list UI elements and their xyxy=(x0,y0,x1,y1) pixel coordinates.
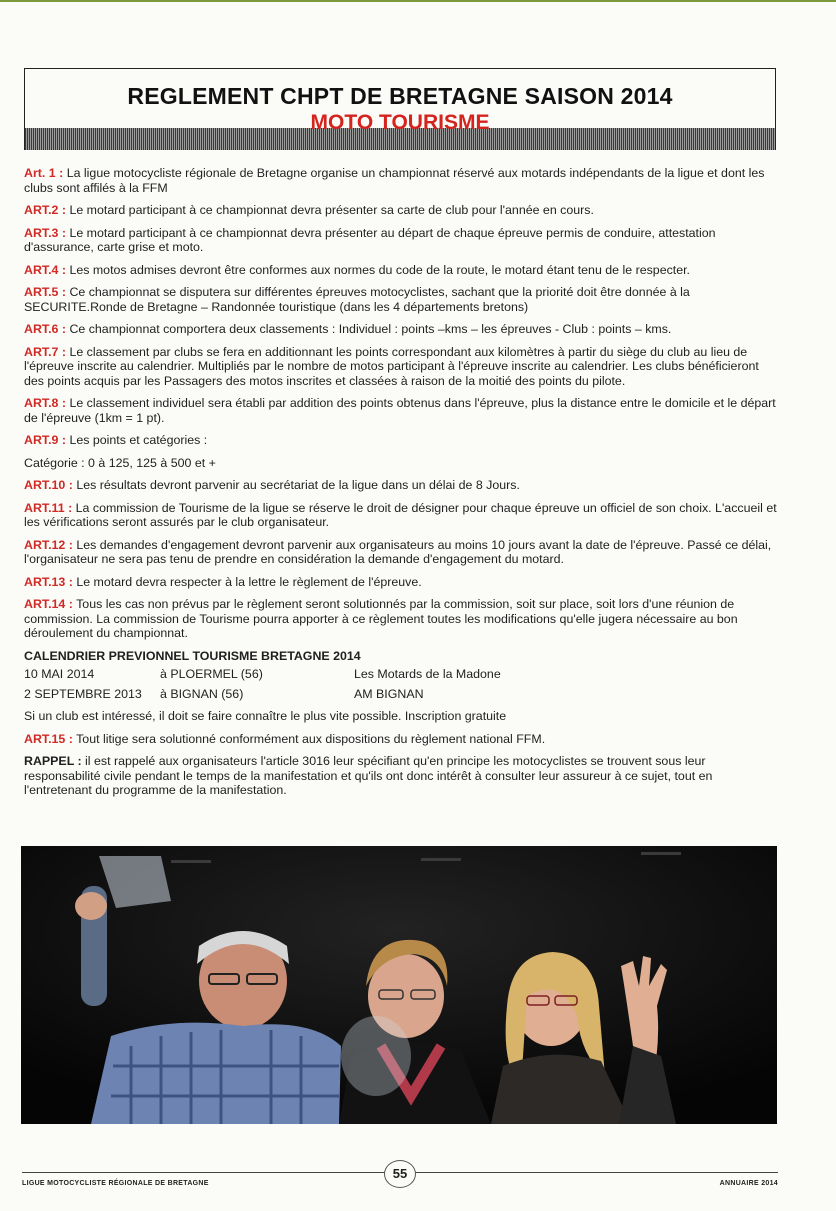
article-text: La commission de Tourisme de la ligue se réserve le droit de désigner pour chaque épreuve un officiel de son choix. L'accueil et les vérifications seront assurés par le club organisateur. xyxy=(24,500,777,529)
article-label: ART.3 : xyxy=(24,225,66,240)
article-5 xyxy=(24,285,778,314)
calendar-place: à PLOERMEL (56) xyxy=(160,667,263,681)
page-title: REGLEMENT CHPT DE BRETAGNE SAISON 2014 xyxy=(127,83,673,109)
article-label: Art. 1 : xyxy=(24,166,64,180)
article-label: ART.10 : xyxy=(24,478,73,492)
award-photo xyxy=(21,846,777,1124)
article-label: ART.8 : xyxy=(24,396,66,410)
article-7 xyxy=(24,345,778,389)
article-2 xyxy=(24,203,778,218)
article-15 xyxy=(24,732,778,747)
article-4 xyxy=(24,263,778,278)
page-number: 55 xyxy=(384,1160,416,1188)
article-text: Le classement individuel sera établi par addition des points obtenus dans l'épreuve, plus la distance entre le domicile et le départ de l'épreuve (1km = 1 pt). xyxy=(24,396,776,425)
award-photo-illustration xyxy=(21,846,777,1124)
article-9 xyxy=(24,433,778,448)
article-3 xyxy=(24,226,778,255)
article-label: ART.7 : xyxy=(24,344,66,359)
article-label: ART.9 : xyxy=(24,433,66,447)
article-13 xyxy=(24,575,778,590)
article-label: ART.2 : xyxy=(24,203,66,217)
calendar-date: 10 MAI 2014 xyxy=(24,667,95,681)
article-text: Tous les cas non prévus par le règlement seront solutionnés par la commission, soit sur place, soit lors d'une réunion de commission. La commission de Tourisme pourra apporter à ce règlement toutes les modifications qu'elle jugera nécessaire au bon déroulement du championnat. xyxy=(24,597,738,640)
article-text: Le motard participant à ce championnat devra présenter sa carte de club pour l'année en cours. xyxy=(66,203,594,217)
article-label: ART.5 : xyxy=(24,285,66,299)
article-label: ART.14 : xyxy=(24,597,73,611)
article-text: Le motard devra respecter à la lettre le règlement de l'épreuve. xyxy=(72,574,422,589)
rules-content xyxy=(24,166,778,806)
article-text: Tout litige sera solutionné conformément aux dispositions du règlement national FFM. xyxy=(72,731,546,746)
article-label: ART.4 : xyxy=(24,262,66,277)
article-8 xyxy=(24,396,778,425)
rappel-text: il est rappelé aux organisateurs l'article 3016 leur spécifiant qu'en principe les motocyclistes se trouvent sous leur responsabilité civile pendant le temps de la manifestation et qu'ils ont donc intérêt à consulter leur assureur à ce sujet, tout en l'entretenant du programme de la manifestation. xyxy=(24,754,713,797)
footer-org: LIGUE MOTOCYCLISTE RÉGIONALE DE BRETAGNE xyxy=(22,1180,209,1187)
rappel-label: RAPPEL : xyxy=(24,754,82,768)
footer-annuaire: ANNUAIRE 2014 xyxy=(719,1180,778,1187)
article-label: ART.12 : xyxy=(24,537,73,552)
calendar-club: Les Motards de la Madone xyxy=(354,667,501,681)
article-text: Ce championnat se disputera sur différentes épreuves motocyclistes, sachant que la priorité doit être donnée à la SECURITE.Ronde de Bretagne – Randonnée touristique (dans les 4 départements bretons) xyxy=(24,285,690,314)
category-line: Catégorie : 0 à 125, 125 à 500 et + xyxy=(24,455,216,470)
article-text: La ligue motocycliste régionale de Bretagne organise un championnat réservé aux motards indépendants de la ligue et dont les clubs sont affilés à la FFM xyxy=(24,166,765,195)
calendar-row xyxy=(24,667,778,682)
article-text: Le classement par clubs se fera en additionnant les points correspondant aux kilomètres à partir du siège du club au lieu de l'épreuve inscrite au calendrier. Multipliés par le nombre de motos participant à l'épreuve inscrite au calendrier. Les clubs bénéficieront des points acquis par les Passagers des motos inscrites et classées à raison de la moitié des points du pilote. xyxy=(24,344,759,388)
top-rule xyxy=(0,0,836,2)
article-label: ART.6 : xyxy=(24,322,66,336)
article-6 xyxy=(24,322,778,337)
calendar-title: CALENDRIER PREVIONNEL TOURISME BRETAGNE 2014 xyxy=(24,648,361,663)
article-text: Le motard participant à ce championnat devra présenter au départ de chaque épreuve permis de conduire, attestation d'assurance, carte grise et moto. xyxy=(24,225,716,254)
article-text: Les points et catégories : xyxy=(66,433,208,447)
article-label: ART.15 : xyxy=(24,731,73,746)
calendar-club: AM BIGNAN xyxy=(354,686,424,701)
article-label: ART.11 : xyxy=(24,500,73,515)
article-1 xyxy=(24,166,778,195)
article-11 xyxy=(24,501,778,530)
calendar-place: à BIGNAN (56) xyxy=(160,686,244,701)
page-subtitle: MOTO TOURISME xyxy=(310,111,490,134)
article-12 xyxy=(24,538,778,567)
article-text: Les motos admises devront être conformes aux normes du code de la route, le motard étant tenu de le respecter. xyxy=(66,262,691,277)
title-box xyxy=(24,68,776,150)
rappel-paragraph xyxy=(24,754,778,798)
article-text: Les demandes d'engagement devront parvenir aux organisateurs au moins 10 jours avant la date de l'épreuve. Passé ce délai, l'organisateur ne sera pas tenu de prendre en considération la demande d'engagement du motard. xyxy=(24,537,772,566)
article-text: Ce championnat comportera deux classements : Individuel : points –kms – les épreuves - Club : points – kms. xyxy=(66,322,672,336)
calendar-row xyxy=(24,687,778,702)
article-14 xyxy=(24,597,778,641)
article-text: Les résultats devront parvenir au secrétariat de la ligue dans un délai de 8 Jours. xyxy=(72,478,520,492)
calendar-note: Si un club est intéressé, il doit se faire connaître le plus vite possible. Inscription gratuite xyxy=(24,709,507,723)
article-10 xyxy=(24,478,778,493)
calendar-date: 2 SEPTEMBRE 2013 xyxy=(24,686,142,701)
article-label: ART.13 : xyxy=(24,574,73,589)
